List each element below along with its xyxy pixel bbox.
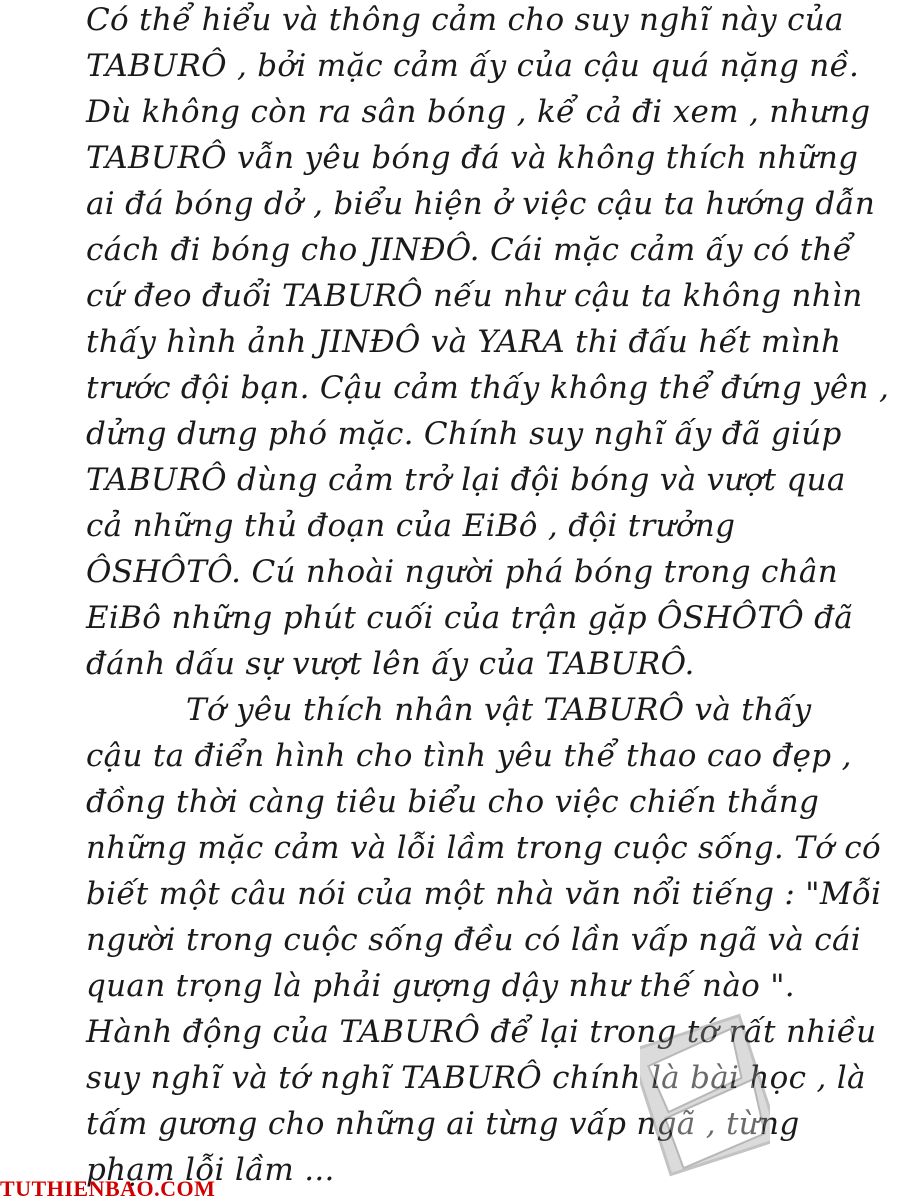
text-line: phạm lỗi lầm ... <box>86 1152 335 1188</box>
text-line: TABURÔ vẫn yêu bóng đá và không thích những <box>86 140 859 176</box>
text-line: dửng dưng phó mặc. Chính suy nghĩ ấy đã giúp <box>86 416 842 452</box>
text-line: biết một câu nói của một nhà văn nổi tiếng : "Mỗi <box>86 876 882 912</box>
text-line: Dù không còn ra sân bóng , kể cả đi xem , nhưng <box>86 94 871 130</box>
paragraph-first-line: Tớ yêu thích nhân vật TABURÔ và thấy <box>186 692 812 728</box>
text-line: EiBô những phút cuối của trận gặp ÔSHÔTÔ đã <box>86 600 854 636</box>
text-line: Hành động của TABURÔ để lại trong tớ rất nhiều <box>86 1014 877 1050</box>
text-line: thấy hình ảnh JINĐÔ và YARA thi đấu hết mình <box>86 324 842 360</box>
text-line: TABURÔ , bởi mặc cảm ấy của cậu quá nặng nề. <box>86 48 860 84</box>
text-line: cách đi bóng cho JINĐÔ. Cái mặc cảm ấy có thể <box>86 232 853 268</box>
text-line: đánh dấu sự vượt lên ấy của TABURÔ. <box>86 646 695 682</box>
watermark-site-text: TUTHIENBAO.COM <box>0 1176 216 1201</box>
text-line: quan trọng là phải gượng dậy như thế nào ". <box>86 968 795 1004</box>
text-line: ÔSHÔTÔ. Cú nhoài người phá bóng trong chân <box>86 554 838 590</box>
text-line: cả những thủ đoạn của EiBô , đội trưởng <box>86 508 736 544</box>
text-line: Có thể hiểu và thông cảm cho suy nghĩ này của <box>86 2 844 38</box>
text-line: cứ đeo đuổi TABURÔ nếu như cậu ta không nhìn <box>86 278 863 314</box>
text-line: cậu ta điển hình cho tình yêu thể thao cao đẹp , <box>86 738 852 774</box>
text-line: những mặc cảm và lỗi lầm trong cuộc sống. Tớ có <box>86 830 881 866</box>
text-line: tấm gương cho những ai từng vấp ngã , từng <box>86 1106 800 1142</box>
text-line: đồng thời càng tiêu biểu cho việc chiến thắng <box>86 784 820 820</box>
text-line: người trong cuộc sống đều có lần vấp ngã và cái <box>86 922 861 958</box>
text-line: suy nghĩ và tớ nghĩ TABURÔ chính là bài học , là <box>86 1060 866 1096</box>
watermark-logo <box>640 1010 770 1180</box>
text-line: TABURÔ dùng cảm trở lại đội bóng và vượt qua <box>86 462 846 498</box>
text-line: ai đá bóng dở , biểu hiện ở việc cậu ta hướng dẫn <box>86 186 876 222</box>
text-line: trước đội bạn. Cậu cảm thấy không thể đứng yên , <box>86 370 890 406</box>
